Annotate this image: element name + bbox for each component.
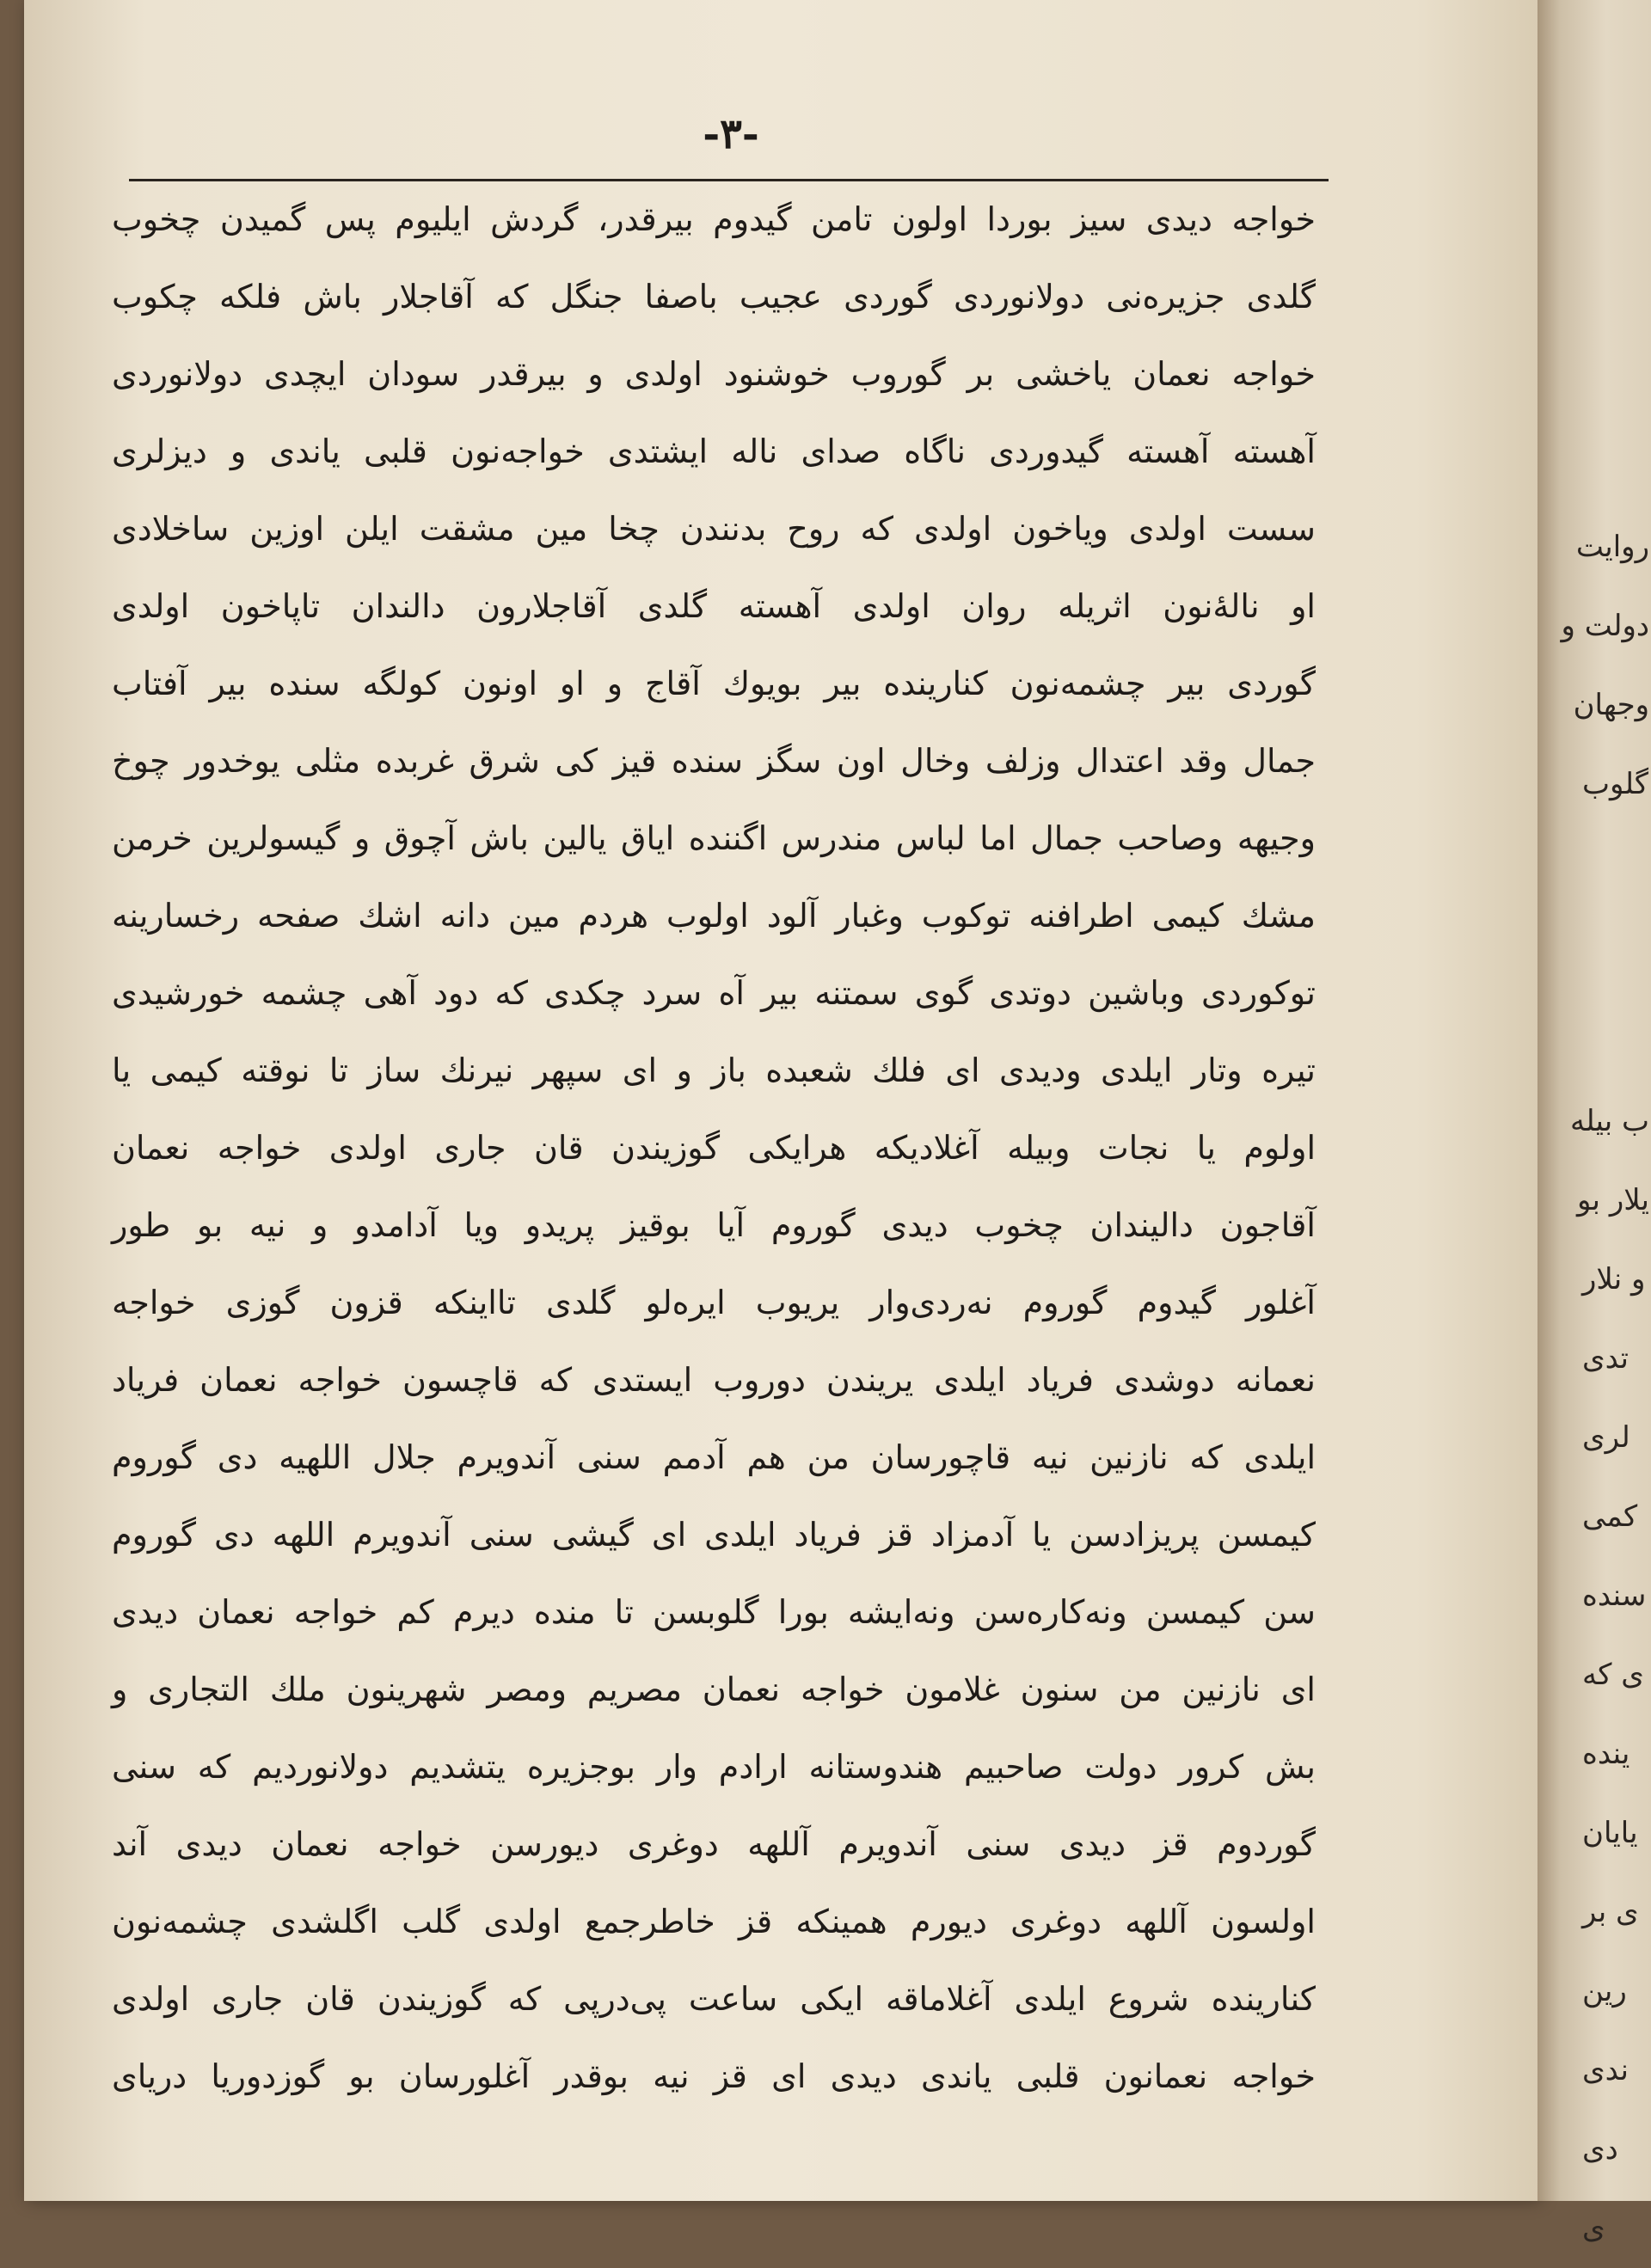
edge-line: تدی [1582, 1341, 1629, 1376]
text-line: اولوم یا نجات وبیله آغلادیکه هرایکی گوزیندن قان جاری اولدی خواجه نعمان [112, 1129, 1316, 1167]
edge-line: سنده [1582, 1578, 1647, 1613]
edge-line: ی که [1582, 1658, 1644, 1692]
text-line: توکوردی وباشین دوتدی گوی سمتنه بیر آه سرد چکدی که دود آهی چشمه خورشیدی [112, 974, 1316, 1012]
edge-line: ب بیله [1569, 1104, 1649, 1138]
edge-line: کمی [1582, 1499, 1638, 1534]
edge-line: دی [1582, 2132, 1618, 2167]
edge-line: لری [1582, 1420, 1630, 1455]
edge-line: ی بر [1582, 1895, 1639, 1929]
edge-line: ینده [1582, 1737, 1630, 1771]
text-line: آغلور گیدوم گوروم نه‌ردی‌وار یریوب ایره‌لو گلدی تااینکه قزون گوزی خواجه [112, 1284, 1316, 1321]
text-line: کیمسن پریزادسن یا آدمزاد قز فریاد ایلدی ای گیشی سنی آندویرم اللهه دی گوروم [112, 1516, 1316, 1554]
edge-line: یایان [1582, 1816, 1638, 1850]
text-line: خواجه نعمان یاخشی بر گوروب خوشنود اولدی و بیرقدر سودان ایچدی دولانوردی [112, 355, 1316, 393]
text-line: آقاجون دالیندان چخوب دیدی گوروم آیا بوقیز پریدو ویا آدامدو و نیه بو طور [112, 1206, 1316, 1244]
text-line: آهسته آهسته گیدوردی ناگاه صدای ناله ایشتدی خواجه‌نون قلبی یاندی و دیزلری [112, 432, 1316, 470]
edge-line: رین [1582, 1974, 1627, 2008]
text-line: ایلدی که نازنین نیه قاچورسان من هم آدمم سنی آندویرم جلال اللهیه دی گوروم [112, 1438, 1316, 1476]
edge-line: ی [1582, 2211, 1605, 2246]
text-line: ای نازنین من سنون غلامون خواجه نعمان مصریم ومصر شهرینون ملك التجاری و [112, 1670, 1316, 1708]
text-line: خواجه دیدی سیز بوردا اولون تامن گیدوم بیرقدر، گردش ایلیوم پس گمیدن چخوب [112, 200, 1316, 238]
edge-line: و نلار [1582, 1262, 1646, 1296]
text-line: خواجه نعمانون قلبی یاندی دیدی ای قز نیه بوقدر آغلورسان بو گوزدوریا دریای [112, 2057, 1316, 2095]
adjacent-page-text [1561, 507, 1649, 2268]
edge-line: وجهان [1573, 688, 1649, 722]
text-line: اولسون آللهه دوغری دیورم همینکه قز خاطرجمع اولدی گلب اگلشدی چشمه‌نون [112, 1903, 1316, 1940]
text-line: گلدی جزیره‌نی دولانوردی گوردی عجیب باصفا جنگل که آقاجلار باش فلکه چکوب [112, 278, 1316, 316]
text-line: کنارینده شروع ایلدی آغلاماقه ایکی ساعت پی‌درپی که گوزیندن قان جاری اولدی [112, 1980, 1316, 2018]
text-line: بش کرور دولت صاحبیم هندوستانه ارادم وار بوجزیره یتشدیم دولانوردیم که سنی [112, 1748, 1316, 1786]
edge-line: یلار بو [1576, 1183, 1649, 1217]
text-line: سست اولدی ویاخون اولدی که روح بدنندن چخا مین مشقت ایلن اوزین ساخلادی [112, 510, 1316, 548]
text-line: او نالهٔ‌نون اثریله روان اولدی آهسته گلدی آقاجلارون دالندان تاپاخون اولدی [112, 587, 1316, 625]
text-line: گوردوم قز دیدی سنی آندویرم آللهه دوغری دیورسن خواجه نعمان دیدی آند [112, 1825, 1316, 1863]
page-number: -۳- [703, 110, 759, 158]
edge-line: گلوب [1582, 767, 1649, 801]
text-line: نعمانه دوشدی فریاد ایلدی یریندن دوروب ایستدی که قاچسون خواجه نعمان فریاد [112, 1361, 1316, 1399]
text-line: سن کیمسن ونه‌کاره‌سن ونه‌ایشه بورا گلوبسن تا منده دیرم کم خواجه نعمان دیدی [112, 1593, 1316, 1631]
text-line: جمال وقد اعتدال وزلف وخال اون سگز سنده قیز کی شرق غربده مثلی یوخدور چوخ [112, 742, 1316, 780]
text-line: مشك کیمی اطرافنه توکوب وغبار آلود اولوب هردم مین دانه اشك صفحه رخسارینه [112, 897, 1316, 935]
text-line: گوردی بیر چشمه‌نون کنارینده بیر بویوك آقاج و او اونون کولگه سنده بیر آفتاب [112, 665, 1316, 702]
text-line: تیره وتار ایلدی ودیدی ای فلك شعبده باز و ای سپهر نیرنك ساز تا نوقته کیمی یا [112, 1051, 1316, 1089]
edge-line: دولت و [1561, 609, 1649, 643]
edge-line: ندی [1582, 2053, 1629, 2087]
text-line: وجیهه وصاحب جمال اما لباس مندرس اگننده ایاق یالین باش آچوق و گیسولرین خرمن [112, 819, 1316, 857]
edge-line: روایت [1575, 530, 1649, 564]
page-body-text [112, 181, 1316, 2115]
